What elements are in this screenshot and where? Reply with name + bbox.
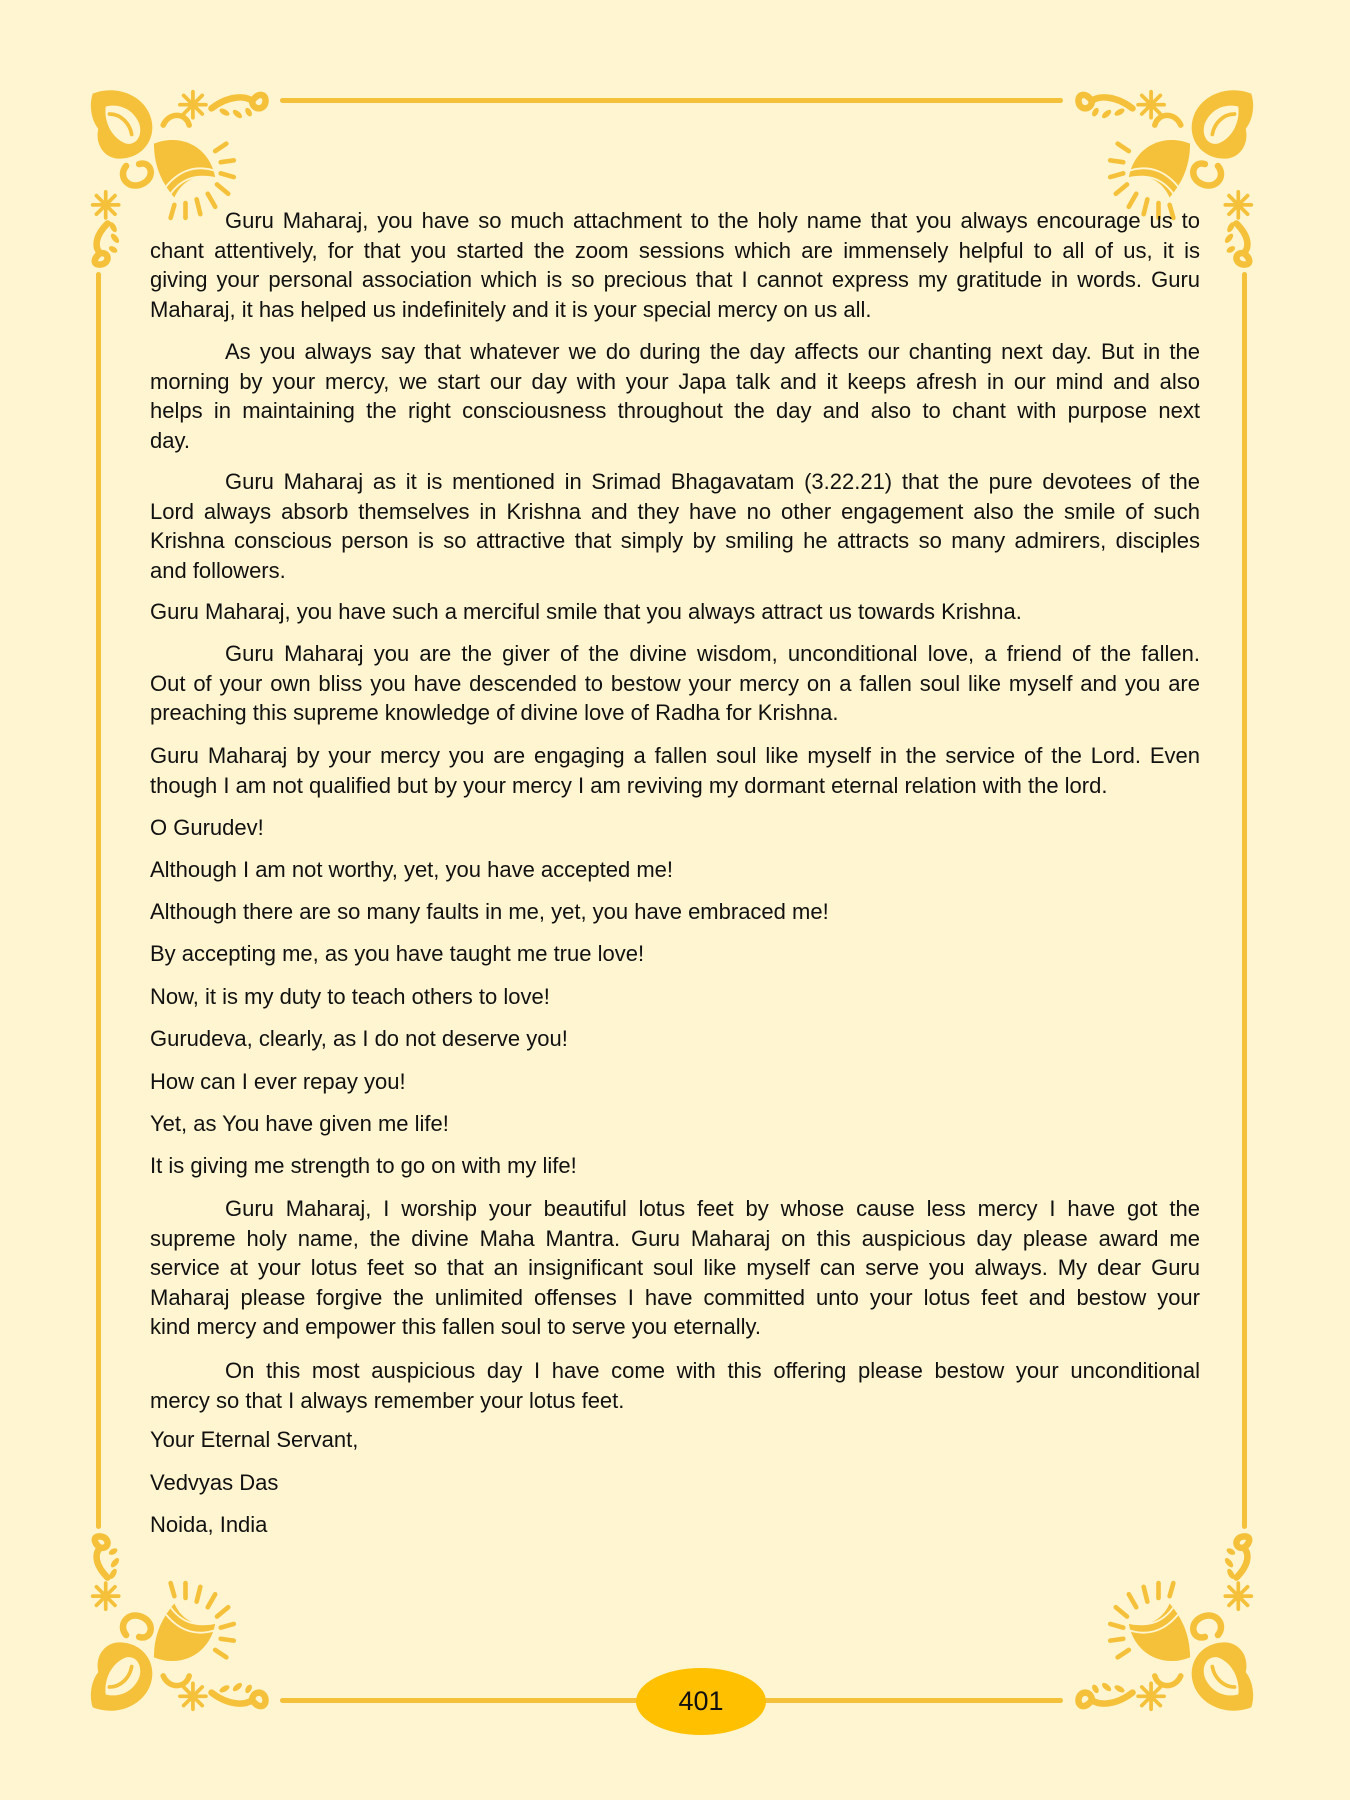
closing-salutation: Your Eternal Servant, xyxy=(150,1427,359,1452)
text-line: Guru Maharaj as it is mentioned in Srimad Bhagavatam (3.22.21) that the pure devotees of the xyxy=(225,469,1200,494)
text-line: service at your lotus feet so that an insignificant soul like myself can serve you always. My dear Guru xyxy=(150,1255,1200,1280)
corner-ornament-bottom-left xyxy=(84,1533,274,1713)
paragraph-6 xyxy=(150,741,1200,800)
paragraph-5 xyxy=(150,639,1200,728)
text-line: Krishna conscious person is so attractive that simply by smiling he attracts so many admirers, disciples xyxy=(150,528,1200,553)
text-line: chant attentively, for that you started the zoom sessions which are immensely helpful to all of us, it is xyxy=(150,237,1200,263)
paragraph-4 xyxy=(150,597,1200,627)
text-line: Guru Maharaj you are the giver of the divine wisdom, unconditional love, a friend of the fallen. xyxy=(225,641,1200,666)
text-line: supreme holy name, the divine Maha Mantra. Guru Maharaj on this auspicious day please award me xyxy=(150,1225,1200,1251)
paragraph-8 xyxy=(150,1356,1200,1415)
frame-line-right xyxy=(1242,272,1247,1529)
text-line: Out of your own bliss you have descended to bestow your mercy on a fallen soul like myself and you are xyxy=(150,670,1200,696)
text-line: giving your personal association which is so precious that I cannot express my gratitude in words. Guru xyxy=(150,267,1200,292)
text-line: preaching this supreme knowledge of divine love of Radha for Krishna. xyxy=(150,700,839,725)
poem-line: O Gurudev! xyxy=(150,815,264,840)
poem-line: By accepting me, as you have taught me true love! xyxy=(150,941,645,966)
text-line: On this most auspicious day I have come with this offering please bestow your unconditional xyxy=(225,1358,1200,1383)
page-number-badge xyxy=(636,1668,766,1735)
frame-line-top xyxy=(280,98,1063,103)
poem-line: Yet, as You have given me life! xyxy=(150,1111,449,1136)
text-line: Guru Maharaj by your mercy you are engaging a fallen soul like myself in the service of the Lord. Even xyxy=(150,743,1200,768)
text-line: and followers. xyxy=(150,557,286,583)
signature-location: Noida, India xyxy=(150,1512,268,1537)
paragraph-3 xyxy=(150,467,1200,585)
corner-ornament-bottom-right xyxy=(1070,1533,1260,1713)
paragraph-2 xyxy=(150,337,1200,455)
page-number: 401 xyxy=(678,1686,724,1716)
poem-line: It is giving me strength to go on with my life! xyxy=(150,1153,577,1178)
text-line: Guru Maharaj, I worship your beautiful lotus feet by whose cause less mercy I have got the xyxy=(225,1196,1200,1221)
poem-line: How can I ever repay you! xyxy=(150,1069,406,1094)
text-line: Maharaj, it has helped us indefinitely and it is your special mercy on us all. xyxy=(150,296,872,322)
text-line: kind mercy and empower this fallen soul to serve you eternally. xyxy=(150,1314,761,1339)
poem-line: Gurudeva, clearly, as I do not deserve you! xyxy=(150,1026,568,1051)
text-line: As you always say that whatever we do during the day affects our chanting next day. But in the xyxy=(225,339,1200,364)
text-line: Guru Maharaj, you have so much attachment to the holy name that you always encourage us to xyxy=(225,208,1200,233)
text-line: day. xyxy=(150,427,190,453)
frame-line-left xyxy=(96,272,101,1529)
text-line: though I am not qualified but by your mercy I am reviving my dormant eternal relation with the lord. xyxy=(150,772,1108,798)
poem-line: Although I am not worthy, yet, you have accepted me! xyxy=(150,857,673,882)
text-line: Guru Maharaj, you have such a merciful smile that you always attract us towards Krishna. xyxy=(150,599,1022,624)
text-line: mercy so that I always remember your lotus feet. xyxy=(150,1387,625,1413)
text-line: Maharaj please forgive the unlimited offenses I have committed unto your lotus feet and bestow your xyxy=(150,1284,1200,1310)
poem-line: Now, it is my duty to teach others to love! xyxy=(150,984,550,1009)
poem-line: Although there are so many faults in me, yet, you have embraced me! xyxy=(150,899,829,924)
text-line: morning by your mercy, we start our day with your Japa talk and it keeps afresh in our mind and also xyxy=(150,368,1200,394)
text-line: Lord always absorb themselves in Krishna and they have no other engagement also the smile of such xyxy=(150,498,1200,524)
signature-name: Vedvyas Das xyxy=(150,1470,279,1495)
paragraph-7 xyxy=(150,1194,1200,1342)
paragraph-1 xyxy=(150,206,1200,324)
text-line: helps in maintaining the right consciousness throughout the day and also to chant with purpose next xyxy=(150,398,1200,423)
